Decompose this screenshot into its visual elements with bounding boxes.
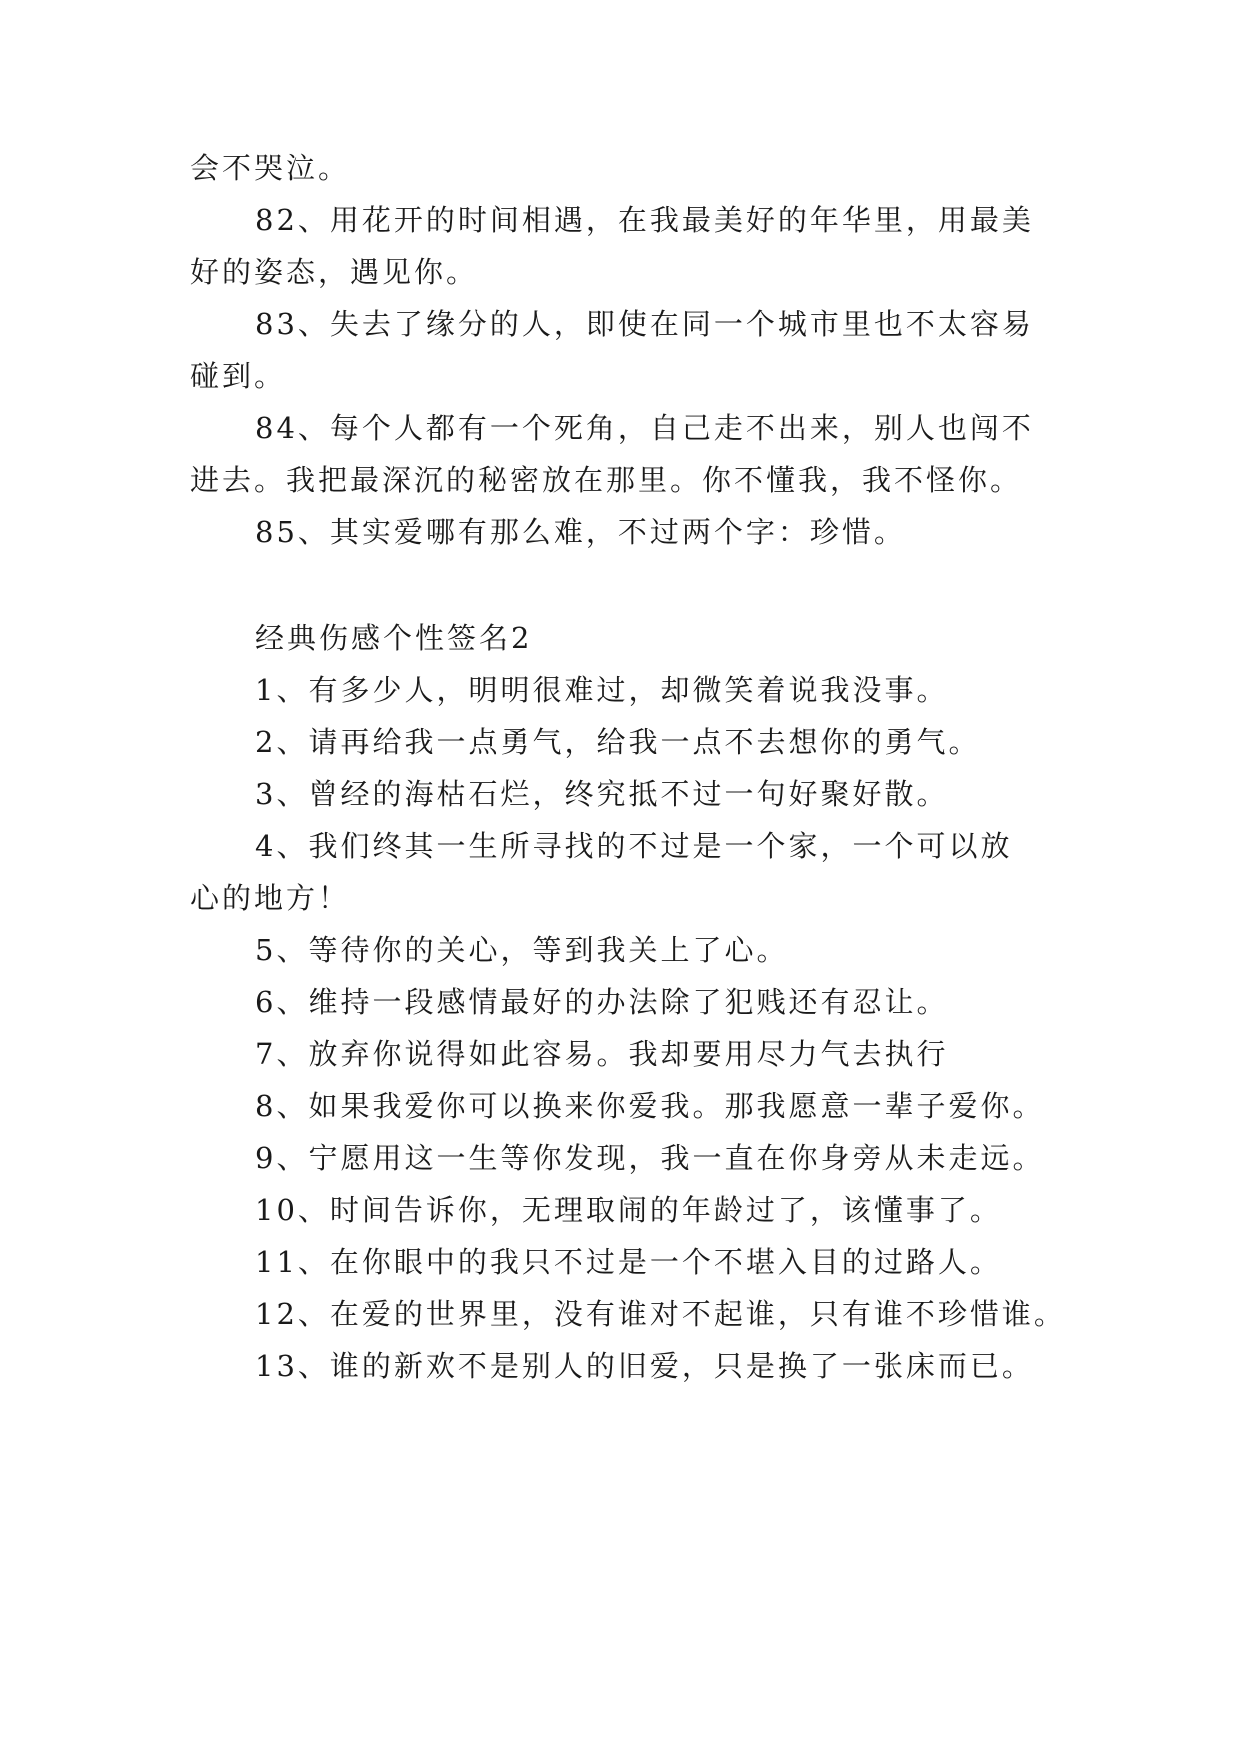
list-item: 6、维持一段感情最好的办法除了犯贱还有忍让。 bbox=[255, 985, 949, 1019]
list-item: 5、等待你的关心，等到我关上了心。 bbox=[255, 933, 789, 967]
paragraph-line: 碰到。 bbox=[190, 359, 287, 393]
list-item: 3、曾经的海枯石烂，终究抵不过一句好聚好散。 bbox=[255, 777, 949, 811]
list-item: 10、时间告诉你，无理取闹的年龄过了，该懂事了。 bbox=[255, 1193, 1002, 1227]
paragraph-line: 84、每个人都有一个死角，自己走不出来，别人也闯不 bbox=[255, 411, 1034, 445]
paragraph-line: 好的姿态，遇见你。 bbox=[190, 255, 479, 289]
list-item: 11、在你眼中的我只不过是一个不堪入目的过路人。 bbox=[255, 1245, 1002, 1279]
paragraph-line: 进去。我把最深沉的秘密放在那里。你不懂我，我不怪你。 bbox=[190, 463, 1023, 497]
list-item: 2、请再给我一点勇气，给我一点不去想你的勇气。 bbox=[255, 725, 981, 759]
list-item: 9、宁愿用这一生等你发现，我一直在你身旁从未走远。 bbox=[255, 1141, 1045, 1175]
section-heading: 经典伤感个性签名2 bbox=[255, 621, 533, 655]
list-item-continuation: 心的地方！ bbox=[190, 881, 351, 915]
list-item: 4、我们终其一生所寻找的不过是一个家，一个可以放 bbox=[255, 829, 1013, 863]
list-item: 1、有多少人，明明很难过，却微笑着说我没事。 bbox=[255, 673, 949, 707]
paragraph-line: 82、用花开的时间相遇，在我最美好的年华里，用最美 bbox=[255, 203, 1034, 237]
list-item: 12、在爱的世界里，没有谁对不起谁，只有谁不珍惜谁。 bbox=[255, 1297, 1066, 1331]
list-item: 13、谁的新欢不是别人的旧爱，只是换了一张床而已。 bbox=[255, 1349, 1034, 1383]
paragraph-line: 83、失去了缘分的人，即使在同一个城市里也不太容易 bbox=[255, 307, 1034, 341]
list-item: 8、如果我爱你可以换来你爱我。那我愿意一辈子爱你。 bbox=[255, 1089, 1045, 1123]
paragraph-line: 会不哭泣。 bbox=[190, 151, 351, 185]
list-item: 7、放弃你说得如此容易。我却要用尽力气去执行 bbox=[255, 1037, 949, 1071]
paragraph-line: 85、其实爱哪有那么难，不过两个字：珍惜。 bbox=[255, 515, 906, 549]
